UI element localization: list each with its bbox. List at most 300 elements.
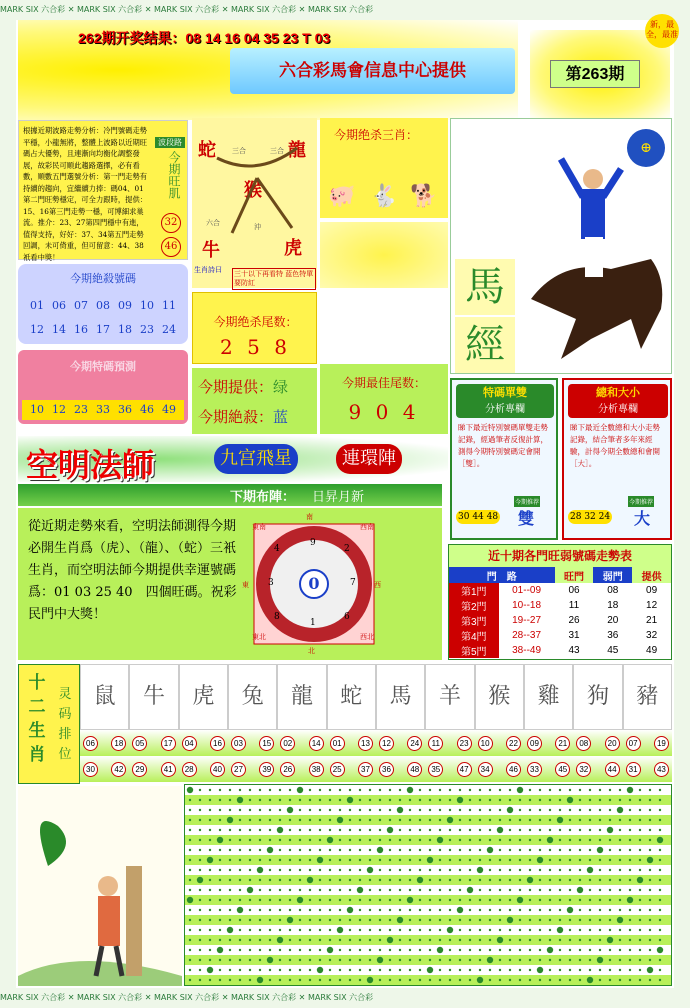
grid-dot bbox=[319, 899, 321, 901]
master-text: 從近期走勢來看，空明法師測得今期必開生肖爲（虎）、（龍）、（蛇）三衹生肖，而空明法師今期提供幸運號碼爲：01 03 25 40 四個旺碼。祝彩民門中大獎！ bbox=[28, 519, 237, 622]
best-tail-box bbox=[320, 364, 448, 434]
grid-dot bbox=[529, 859, 531, 861]
grid-dot bbox=[509, 869, 511, 871]
grid-dot bbox=[249, 899, 251, 901]
grid-dot bbox=[409, 839, 411, 841]
grid-dot bbox=[229, 789, 231, 791]
grid-dot bbox=[369, 959, 371, 961]
grid-dot bbox=[269, 969, 271, 971]
grid-dot bbox=[519, 969, 521, 971]
grid-dot bbox=[239, 839, 241, 841]
grid-dot bbox=[299, 939, 301, 941]
grid-dot bbox=[479, 939, 481, 941]
grid-dot bbox=[317, 967, 323, 973]
left-border bbox=[0, 20, 16, 988]
grid-dot bbox=[539, 909, 541, 911]
grid-dot bbox=[389, 789, 391, 791]
grid-dot bbox=[479, 859, 481, 861]
bottom-border: MARK SIX 六合彩 ✕ MARK SIX 六合彩 ✕ MARK SIX 六合彩 ✕ MARK SIX 六合彩 ✕ MARK SIX 六合彩 bbox=[0, 988, 690, 1008]
big-small-text: 睇下最近全數總和大小走勢記錄，結合筆者多年來經驗，計得今期全數總和會開［大］。 bbox=[570, 423, 660, 468]
grid-dot bbox=[349, 949, 351, 951]
kill-number: 23 bbox=[140, 323, 154, 336]
grid-dot bbox=[549, 869, 551, 871]
grid-dot bbox=[339, 789, 341, 791]
grid-dot bbox=[409, 859, 411, 861]
grid-dot bbox=[489, 819, 491, 821]
grid-dot bbox=[479, 829, 481, 831]
zodiac-left-title: 十二生肖 bbox=[28, 673, 46, 765]
grid-dot bbox=[389, 909, 391, 911]
grid-dot bbox=[259, 799, 261, 801]
compass-grid-cell: 2 bbox=[344, 544, 350, 554]
header-title: 六合彩馬會信息中心提供 bbox=[230, 48, 515, 94]
grid-dot bbox=[409, 879, 411, 881]
grid-dot bbox=[359, 799, 361, 801]
border-text: MARK SIX 六合彩 bbox=[76, 993, 143, 1002]
grid-dot bbox=[549, 789, 551, 791]
zodiac-number: 20 bbox=[605, 736, 620, 751]
grid-dot bbox=[259, 809, 261, 811]
grid-dot bbox=[539, 799, 541, 801]
grid-dot bbox=[659, 829, 661, 831]
pink-number: 36 bbox=[118, 403, 132, 416]
grid-dot bbox=[569, 869, 571, 871]
grid-dot bbox=[219, 959, 221, 961]
grid-dot bbox=[639, 949, 641, 951]
grid-dot bbox=[479, 789, 481, 791]
grid-dot bbox=[239, 929, 241, 931]
grid-dot bbox=[609, 979, 611, 981]
grid-dot bbox=[279, 879, 281, 881]
border-text: MARK SIX 六合彩 bbox=[307, 5, 374, 14]
grid-dot bbox=[319, 889, 321, 891]
grid-dot bbox=[359, 839, 361, 841]
grid-dot bbox=[449, 849, 451, 851]
grid-dot bbox=[589, 879, 591, 881]
grid-dot bbox=[549, 899, 551, 901]
table-row bbox=[449, 643, 671, 658]
grid-dot bbox=[279, 909, 281, 911]
table-cell: 08 bbox=[607, 585, 619, 596]
grid-dot bbox=[229, 849, 231, 851]
zodiac-number-cell bbox=[129, 756, 178, 782]
grid-dot bbox=[359, 859, 361, 861]
grid-dot bbox=[469, 849, 471, 851]
zodiac-number: 04 bbox=[182, 736, 197, 751]
grid-dot bbox=[437, 947, 443, 953]
grid-dot bbox=[607, 937, 613, 943]
grid-dot bbox=[429, 829, 431, 831]
table-cell: 43 bbox=[568, 645, 580, 656]
horse-image bbox=[450, 118, 672, 374]
compass-dir: 南 bbox=[306, 513, 313, 521]
grid-dot bbox=[369, 799, 371, 801]
grid-dot bbox=[269, 859, 271, 861]
grid-dot bbox=[629, 859, 631, 861]
grid-dot bbox=[589, 959, 591, 961]
grid-dot bbox=[439, 909, 441, 911]
grid-dot bbox=[199, 939, 201, 941]
grid-dot bbox=[659, 919, 661, 921]
grid-dot bbox=[649, 899, 651, 901]
grid-dot bbox=[209, 879, 211, 881]
grid-dot bbox=[289, 839, 291, 841]
grid-dot bbox=[359, 929, 361, 931]
grid-dot bbox=[589, 839, 591, 841]
grid-dot bbox=[227, 817, 233, 823]
grid-dot bbox=[479, 819, 481, 821]
grid-dot bbox=[609, 799, 611, 801]
grid-dot bbox=[459, 919, 461, 921]
grid-dot bbox=[479, 889, 481, 891]
grid-dot bbox=[249, 799, 251, 801]
grid-dot bbox=[439, 879, 441, 881]
compass-grid-cell: 8 bbox=[274, 612, 280, 622]
grid-dot bbox=[309, 839, 311, 841]
kill-numbers-title: 今期絶殺號碼 bbox=[70, 272, 136, 285]
ten-table-title: 近十期各門旺弱號碼走勢表 bbox=[449, 545, 671, 567]
pink-box-title: 今期特碼預測 bbox=[70, 360, 136, 373]
grid-dot bbox=[539, 889, 541, 891]
grid-dot bbox=[499, 979, 501, 981]
pig-icon: 🐖 bbox=[328, 184, 356, 209]
grid-dot bbox=[239, 869, 241, 871]
grid-dot bbox=[329, 819, 331, 821]
grid-dot bbox=[409, 849, 411, 851]
grid-dot bbox=[659, 909, 661, 911]
grid-dot bbox=[259, 819, 261, 821]
grid-dot bbox=[327, 947, 333, 953]
kill-number: 11 bbox=[162, 299, 176, 312]
zodiac-number-cell bbox=[277, 756, 326, 782]
grid-dot bbox=[379, 929, 381, 931]
zodiac-number-cell bbox=[179, 730, 228, 756]
grid-dot bbox=[659, 959, 661, 961]
zodiac-number-cell bbox=[524, 730, 573, 756]
poem-text: 三十以下再看特 蓝色特單要防紅 bbox=[232, 268, 316, 290]
grid-dot bbox=[589, 949, 591, 951]
grid-dot bbox=[459, 819, 461, 821]
grid-dot bbox=[199, 949, 201, 951]
grid-dot bbox=[529, 949, 531, 951]
table-cell: 21 bbox=[646, 615, 658, 626]
grid-dot bbox=[477, 977, 483, 983]
grid-dot bbox=[539, 939, 541, 941]
grid-dot bbox=[569, 859, 571, 861]
grid-dot bbox=[239, 949, 241, 951]
grid-dot bbox=[457, 907, 463, 913]
table-cell: 20 bbox=[607, 615, 619, 626]
zodiac-number: 32 bbox=[576, 762, 591, 777]
grid-dot bbox=[489, 899, 491, 901]
grid-dot bbox=[559, 829, 561, 831]
grid-dot bbox=[449, 909, 451, 911]
grid-dot bbox=[479, 899, 481, 901]
zodiac-number: 14 bbox=[309, 736, 324, 751]
grid-dot bbox=[579, 879, 581, 881]
grid-dot bbox=[599, 809, 601, 811]
grid-dot bbox=[489, 879, 491, 881]
grid-dot bbox=[259, 849, 261, 851]
grid-dot bbox=[279, 839, 281, 841]
grid-dot bbox=[309, 819, 311, 821]
grid-dot bbox=[549, 959, 551, 961]
grid-dot bbox=[349, 899, 351, 901]
grid-dot bbox=[209, 899, 211, 901]
grid-dot bbox=[369, 909, 371, 911]
grid-dot bbox=[579, 909, 581, 911]
grid-dot bbox=[499, 819, 501, 821]
grid-dot bbox=[459, 869, 461, 871]
grid-dot bbox=[459, 789, 461, 791]
grid-dot bbox=[579, 959, 581, 961]
grid-dot bbox=[299, 809, 301, 811]
table-cell: 第3門 bbox=[449, 613, 499, 628]
grid-dot bbox=[499, 839, 501, 841]
grid-dot bbox=[249, 919, 251, 921]
big-small-sub: 分析專欄 bbox=[598, 404, 638, 415]
grid-dot bbox=[509, 939, 511, 941]
grid-dot bbox=[219, 889, 221, 891]
grid-dot bbox=[489, 789, 491, 791]
pink-number: 46 bbox=[140, 403, 154, 416]
grid-dot bbox=[249, 879, 251, 881]
grid-dot bbox=[579, 979, 581, 981]
grid-dot bbox=[279, 799, 281, 801]
banner-tail: 連環陣 bbox=[336, 444, 402, 474]
grid-dot bbox=[299, 839, 301, 841]
grid-dot bbox=[529, 959, 531, 961]
grid-dot bbox=[259, 959, 261, 961]
grid-dot bbox=[479, 799, 481, 801]
grid-dot bbox=[319, 799, 321, 801]
grid-dot bbox=[319, 839, 321, 841]
grid-dot bbox=[269, 899, 271, 901]
odd-even-num: 30 bbox=[458, 512, 470, 522]
grid-dot bbox=[649, 789, 651, 791]
zodiac-number: 34 bbox=[478, 762, 493, 777]
grid-dot bbox=[379, 889, 381, 891]
grid-dot bbox=[649, 879, 651, 881]
grid-dot bbox=[529, 929, 531, 931]
grid-dot bbox=[607, 827, 613, 833]
grid-dot bbox=[239, 889, 241, 891]
grid-dot bbox=[657, 837, 663, 843]
grid-dot bbox=[379, 789, 381, 791]
odd-even-header bbox=[456, 384, 554, 418]
grid-dot bbox=[489, 979, 491, 981]
grid-dot bbox=[409, 919, 411, 921]
grid-dot bbox=[469, 979, 471, 981]
grid-dot bbox=[189, 809, 191, 811]
table-head-weak: 弱門 bbox=[602, 571, 623, 583]
grid-dot bbox=[579, 899, 581, 901]
grid-dot bbox=[219, 899, 221, 901]
grid-dot bbox=[419, 959, 421, 961]
grid-dot bbox=[389, 959, 391, 961]
grid-dot bbox=[369, 849, 371, 851]
grid-dot bbox=[249, 809, 251, 811]
grid-dot bbox=[197, 877, 203, 883]
grid-dot bbox=[407, 897, 413, 903]
grid-dot bbox=[529, 909, 531, 911]
grid-dot bbox=[629, 889, 631, 891]
zodiac-row2 bbox=[80, 756, 672, 782]
zodiac-number-cell bbox=[623, 756, 672, 782]
grid-dot bbox=[479, 969, 481, 971]
grid-dot bbox=[659, 899, 661, 901]
grid-dot bbox=[569, 819, 571, 821]
grid-dot bbox=[537, 857, 543, 863]
grid-dot bbox=[339, 879, 341, 881]
grid-dot bbox=[559, 969, 561, 971]
grid-dot bbox=[569, 889, 571, 891]
grid-dot bbox=[369, 829, 371, 831]
grid-dot bbox=[639, 859, 641, 861]
dot-grid-marks bbox=[185, 785, 673, 987]
grid-dot bbox=[209, 829, 211, 831]
grid-dot bbox=[399, 909, 401, 911]
grid-dot bbox=[619, 819, 621, 821]
grid-dot bbox=[429, 879, 431, 881]
big-small-num: 24 bbox=[598, 512, 611, 522]
grid-dot bbox=[289, 799, 291, 801]
grid-dot bbox=[569, 929, 571, 931]
grid-dot bbox=[659, 819, 661, 821]
grid-dot bbox=[567, 907, 573, 913]
grid-dot bbox=[229, 979, 231, 981]
grid-dot bbox=[419, 839, 421, 841]
grid-dot bbox=[209, 979, 211, 981]
zodiac-row1 bbox=[80, 730, 672, 756]
zodiac-number: 05 bbox=[132, 736, 147, 751]
grid-dot bbox=[479, 809, 481, 811]
grid-dot bbox=[459, 809, 461, 811]
grid-dot bbox=[359, 829, 361, 831]
grid-dot bbox=[359, 849, 361, 851]
grid-dot bbox=[449, 839, 451, 841]
grid-dot bbox=[429, 839, 431, 841]
provide-value2: 蓝 bbox=[273, 408, 289, 426]
grid-dot bbox=[389, 879, 391, 881]
grid-dot bbox=[549, 809, 551, 811]
grid-dot bbox=[277, 827, 283, 833]
grid-dot bbox=[439, 959, 441, 961]
grid-dot bbox=[249, 839, 251, 841]
riddle-snake: 蛇 bbox=[198, 140, 216, 161]
grid-dot bbox=[409, 799, 411, 801]
zodiac-number-cell bbox=[376, 730, 425, 756]
riddle-small: 三合 bbox=[232, 147, 246, 155]
grid-dot bbox=[219, 979, 221, 981]
grid-dot bbox=[427, 967, 433, 973]
zodiac-animal: 兔 bbox=[228, 664, 277, 730]
grid-dot bbox=[409, 969, 411, 971]
kill-number: 01 bbox=[30, 299, 44, 312]
grid-dot bbox=[389, 809, 391, 811]
grid-dot bbox=[509, 979, 511, 981]
grid-dot bbox=[309, 849, 311, 851]
zodiac-number: 42 bbox=[111, 762, 126, 777]
grid-dot bbox=[239, 809, 241, 811]
grid-dot bbox=[587, 977, 593, 983]
grid-dot bbox=[579, 849, 581, 851]
grid-dot bbox=[239, 939, 241, 941]
grid-dot bbox=[439, 969, 441, 971]
grid-dot bbox=[589, 929, 591, 931]
grid-dot bbox=[629, 929, 631, 931]
zodiac-number: 29 bbox=[132, 762, 147, 777]
grid-dot bbox=[439, 849, 441, 851]
grid-dot bbox=[639, 919, 641, 921]
grid-dot bbox=[589, 939, 591, 941]
grid-dot bbox=[539, 869, 541, 871]
grid-dot bbox=[487, 957, 493, 963]
banner-bg bbox=[18, 436, 448, 482]
grid-dot bbox=[389, 979, 391, 981]
grid-dot bbox=[209, 909, 211, 911]
zodiac-number: 27 bbox=[231, 762, 246, 777]
grid-dot bbox=[349, 829, 351, 831]
grid-dot bbox=[339, 839, 341, 841]
border-text: MARK SIX 六合彩 bbox=[307, 993, 374, 1002]
compass-dir: 東南 bbox=[252, 523, 266, 531]
zodiac-number: 22 bbox=[506, 736, 521, 751]
grid-dot bbox=[639, 799, 641, 801]
grid-dot bbox=[199, 929, 201, 931]
grid-dot bbox=[399, 839, 401, 841]
grid-dot bbox=[627, 897, 633, 903]
grid-dot bbox=[229, 809, 231, 811]
grid-dot bbox=[279, 849, 281, 851]
grid-dot bbox=[509, 789, 511, 791]
grid-dot bbox=[409, 939, 411, 941]
grid-dot bbox=[259, 919, 261, 921]
grid-dot bbox=[559, 949, 561, 951]
grid-dot bbox=[389, 819, 391, 821]
grid-dot bbox=[599, 819, 601, 821]
grid-dot bbox=[409, 959, 411, 961]
zodiac-number: 26 bbox=[280, 762, 295, 777]
grid-dot bbox=[259, 879, 261, 881]
grid-dot bbox=[479, 849, 481, 851]
grid-dot bbox=[379, 829, 381, 831]
zodiac-number-cell bbox=[327, 756, 376, 782]
grid-dot bbox=[219, 799, 221, 801]
table-row bbox=[449, 613, 671, 628]
grid-dot bbox=[579, 799, 581, 801]
grid-dot bbox=[187, 787, 193, 793]
grid-dot bbox=[309, 809, 311, 811]
grid-dot bbox=[279, 859, 281, 861]
border-text: MARK SIX 六合彩 bbox=[0, 993, 66, 1002]
grid-dot bbox=[589, 889, 591, 891]
grid-dot bbox=[219, 969, 221, 971]
grid-dot bbox=[449, 799, 451, 801]
grid-dot bbox=[509, 879, 511, 881]
grid-dot bbox=[189, 949, 191, 951]
grid-dot bbox=[407, 787, 413, 793]
grid-dot bbox=[629, 829, 631, 831]
grid-dot bbox=[389, 949, 391, 951]
grid-dot bbox=[309, 899, 311, 901]
grid-dot bbox=[389, 799, 391, 801]
grid-dot bbox=[529, 899, 531, 901]
grid-dot bbox=[189, 819, 191, 821]
grid-dot bbox=[449, 889, 451, 891]
grid-dot bbox=[519, 929, 521, 931]
grid-dot bbox=[609, 929, 611, 931]
